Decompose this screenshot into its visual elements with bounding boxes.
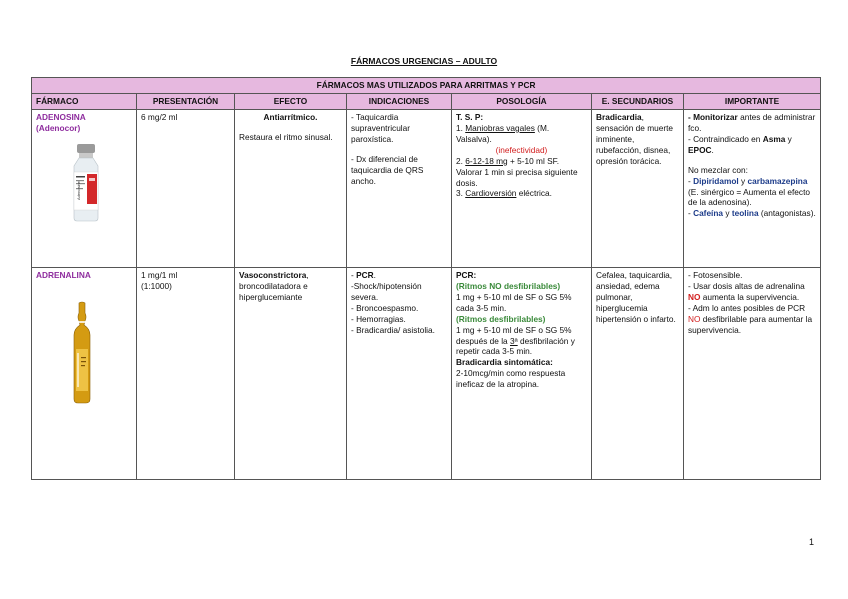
- indication-adrenalina-4: - Hemorragias.: [351, 313, 406, 324]
- header-row: [32, 93, 821, 109]
- indication-adrenalina-5: - Bradicardia/ asistolia.: [351, 324, 435, 335]
- cell-secundarios-adenosina: [592, 109, 684, 267]
- vial-label: Adenosine: [76, 180, 81, 200]
- effect-text-adenosina: Restaura el ritmo sinusal.: [239, 131, 333, 142]
- important-adrenalina-2: - Usar dosis altas de adrenalina NO aumenta la supervivencia.: [688, 280, 805, 302]
- header-efecto: EFECTO: [235, 93, 347, 109]
- header-secundarios: E. SECUNDARIOS: [592, 93, 684, 109]
- posology-brady-text: 2-10mcg/min como respuesta ineficaz de la atropina.: [456, 368, 566, 390]
- posology-desf-text: 1 mg + 5-10 ml de SF o SG 5% después de la 3ª desfibrilación y repetir cada 3-5 min.: [456, 324, 575, 357]
- cell-farmaco-adrenalina: [32, 267, 137, 479]
- important-adrenalina-1: - Fotosensible.: [688, 269, 743, 280]
- presentation-adrenalina-1: 1 mg/1 ml: [141, 269, 178, 280]
- indication-adenosina-1: - Taquicardia supraventricular paroxística.: [351, 111, 411, 144]
- posology-step-2: 2. 6-12-18 mg + 5-10 ml SF. Valorar 1 min si precisa siguiente dosis.: [456, 155, 578, 188]
- drug-name-adrenalina: ADRENALINA: [36, 269, 91, 280]
- cell-importante-adrenalina: [684, 267, 821, 479]
- header-importante: IMPORTANTE: [684, 93, 821, 109]
- posology-brady-label: Bradicardia sintomática:: [456, 357, 553, 368]
- important-adenosina-1: - Monitorizar antes de administrar fco.: [688, 111, 816, 133]
- posology-step-3: 3. Cardioversión eléctrica.: [456, 188, 552, 199]
- header-posologia: POSOLOGÍA: [452, 93, 592, 109]
- table-row-adrenalina: [32, 267, 821, 479]
- posology-inefectividad: (inefectividad): [495, 144, 548, 155]
- header-farmaco: FÁRMACO: [32, 93, 137, 109]
- posology-nodesf-label: (Ritmos NO desfibrilables): [456, 280, 561, 291]
- cell-indicaciones-adenosina: [347, 109, 452, 267]
- important-adrenalina-3: - Adm lo antes posibles de PCR NO desfibrilable para aumentar la supervivencia.: [688, 302, 813, 335]
- banner-row: [32, 78, 821, 94]
- posology-title-adrenalina: PCR:: [456, 269, 477, 280]
- indication-adrenalina-2: -Shock/hipotensión severa.: [351, 280, 422, 302]
- page-number: 1: [808, 537, 814, 547]
- cell-importante-adenosina: [684, 109, 821, 267]
- vial-icon: [66, 142, 106, 222]
- header-indicaciones: INDICACIONES: [347, 93, 452, 109]
- important-adenosina-5: - Cafeína y teolina (antagonistas).: [688, 208, 816, 219]
- drug-name-adenosina: ADENOSINA: [36, 111, 86, 122]
- important-adenosina-3: No mezclar con:: [688, 164, 748, 175]
- adrenaline-ampoule-image: [70, 301, 132, 408]
- cell-posologia-adrenalina: [452, 267, 592, 479]
- drug-brand-adenosina: (Adenocor): [36, 122, 81, 133]
- cell-presentacion-adenosina: [137, 109, 235, 267]
- cell-presentacion-adrenalina: [137, 267, 235, 479]
- cell-farmaco-adenosina: [32, 109, 137, 267]
- posology-nodesf-text: 1 mg + 5-10 ml de SF o SG 5% cada 3-5 min.: [456, 291, 572, 313]
- effect-title-adenosina: Antiarrítmico.: [263, 111, 318, 122]
- indication-adrenalina-1: - PCR.: [351, 269, 376, 280]
- drug-table: [31, 77, 821, 480]
- document-title: FÁRMACOS URGENCIAS – ADULTO: [350, 56, 498, 66]
- posology-desf-label: (Ritmos desfibrilables): [456, 313, 546, 324]
- indication-adenosina-2: - Dx diferencial de taquicardia de QRS ancho.: [351, 153, 424, 186]
- cell-efecto-adenosina: [235, 109, 347, 267]
- adenosine-vial-image: [66, 142, 132, 225]
- table-row-adenosina: [32, 109, 821, 267]
- posology-title-adenosina: T. S. P:: [456, 111, 484, 122]
- indication-adrenalina-3: - Broncoespasmo.: [351, 302, 419, 313]
- effect-adrenalina: Vasoconstrictora, broncodilatadora e hiperglucemiante: [239, 269, 309, 302]
- header-presentacion: PRESENTACIÓN: [137, 93, 235, 109]
- cell-indicaciones-adrenalina: [347, 267, 452, 479]
- posology-step-1: 1. Maniobras vagales (M. Valsalva).: [456, 122, 550, 144]
- presentation-adenosina: 6 mg/2 ml: [141, 111, 178, 122]
- presentation-adrenalina-2: (1:1000): [141, 280, 172, 291]
- table-banner: FÁRMACOS MAS UTILIZADOS PARA ARRITMAS Y PCR: [32, 78, 821, 94]
- cell-efecto-adrenalina: [235, 267, 347, 479]
- important-adenosina-2: - Contraindicado en Asma y EPOC.: [688, 133, 792, 155]
- ampoule-icon: [70, 301, 94, 405]
- side-effects-adrenalina: Cefalea, taquicardia, ansiedad, edema pulmonar, hiperglucemia hipertensión o infarto.: [596, 269, 676, 324]
- important-adenosina-4: - Dipiridamol y carbamazepina (E. sinérgico = Aumenta el efecto de la adenosina).: [688, 175, 810, 208]
- side-effects-adenosina: Bradicardia, sensación de muerte inminente, rubefacción, disnea, opresión torácica.: [596, 111, 674, 166]
- cell-posologia-adenosina: [452, 109, 592, 267]
- cell-secundarios-adrenalina: [592, 267, 684, 479]
